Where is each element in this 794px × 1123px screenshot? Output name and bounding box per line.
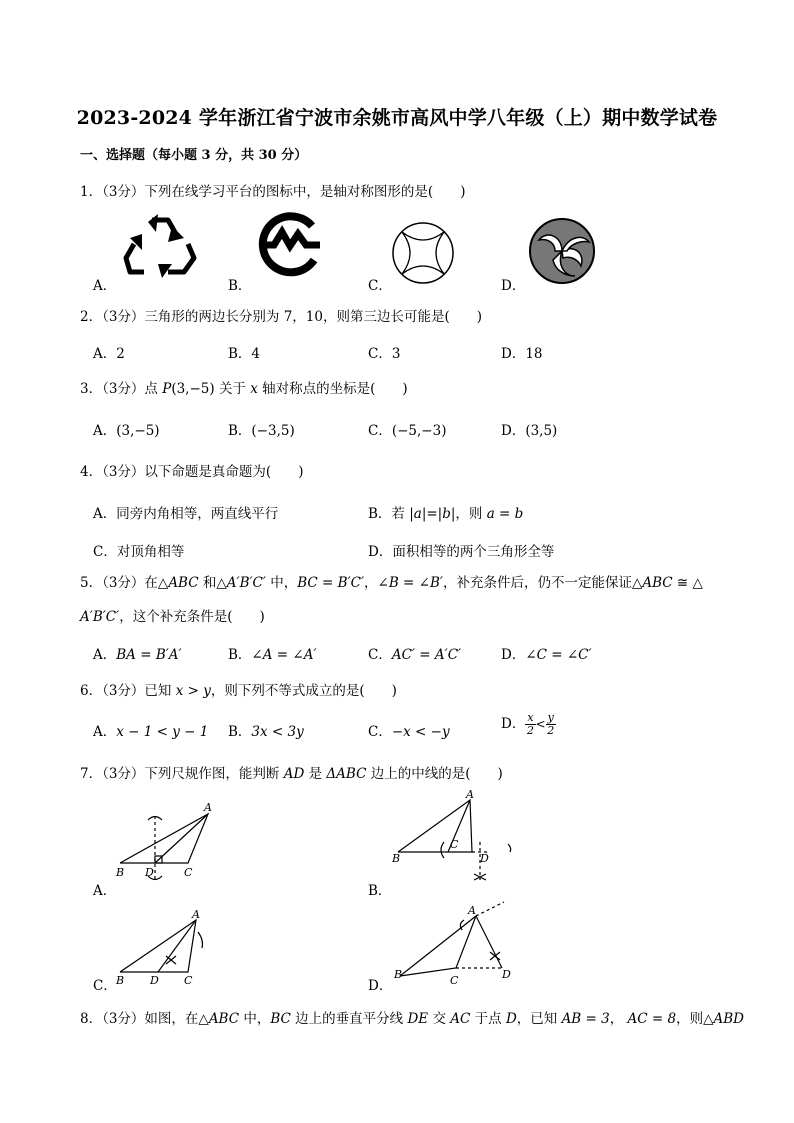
q1-option-a[interactable]: A．	[93, 278, 117, 294]
question-1-stem: 1．（3分）下列在线学习平台的图标中，是轴对称图形的是( )	[80, 184, 466, 200]
circle-cross-icon	[390, 220, 456, 286]
q6-option-b[interactable]: B．3x < 3y	[228, 724, 304, 740]
q2-option-b[interactable]: B．4	[228, 346, 261, 362]
question-5-stem-line2: A′B′C′，这个补充条件是( )	[80, 609, 265, 625]
q7b-label-a: A	[466, 788, 474, 801]
q5-option-c[interactable]: C．AC′ = A′C′	[368, 647, 462, 663]
recycle-icon	[122, 212, 198, 280]
section-heading: 一、选择题（每小题 3 分，共 30 分）	[80, 148, 308, 163]
q7d-label-c: C	[450, 974, 459, 987]
q2-option-a[interactable]: A．2	[93, 346, 125, 362]
q2-option-d[interactable]: D．18	[501, 346, 543, 362]
question-5-stem-line1: 5．（3分）在△ABC 和△A′B′C′ 中，BC = B′C′，∠B = ∠B′，补充条件后，仍不一定能保证△ABC ≅ △	[80, 575, 703, 591]
q5-option-b[interactable]: B．∠A = ∠A′	[228, 647, 317, 663]
question-3-stem: 3．（3分）点 P(3,−5) 关于 x 轴对称点的坐标是( )	[80, 381, 408, 397]
question-4-stem: 4．（3分）以下命题是真命题为( )	[80, 464, 304, 480]
q6-option-d[interactable]: D． $\frac{x}{2}$ < $\frac{y}{2}$	[501, 711, 555, 737]
q1-option-d[interactable]: D．	[501, 278, 526, 294]
q7a-label-b: B	[116, 866, 125, 879]
mountain-logo-icon	[254, 212, 324, 278]
question-7-stem: 7．（3分）下列尺规作图，能判断 AD 是 ΔABC 边上的中线的是( )	[80, 766, 503, 782]
q5-option-d[interactable]: D．∠C = ∠C′	[501, 647, 592, 663]
q7-figure-d	[392, 896, 522, 992]
q7a-label-c: C	[184, 866, 193, 879]
q2-option-c[interactable]: C．3	[368, 346, 401, 362]
question-6-stem: 6．（3分）已知 x > y，则下列不等式成立的是( )	[80, 683, 397, 699]
q7-figure-c	[110, 906, 220, 988]
q4-option-b[interactable]: B．若 |a|=|b|，则 a = b	[368, 506, 524, 522]
q7b-label-b: B	[392, 852, 401, 865]
q7d-label-a: A	[468, 904, 476, 917]
q7d-label-d: D	[502, 968, 511, 981]
q7a-label-a: A	[204, 801, 212, 814]
q7-option-c[interactable]: C．	[93, 978, 117, 994]
q7-figure-b	[388, 788, 518, 888]
q7-option-a[interactable]: A．	[93, 883, 117, 899]
page-title: 2023-2024 学年浙江省宁波市余姚市高风中学八年级（上）期中数学试卷	[76, 107, 718, 129]
q7d-label-b: B	[394, 968, 403, 981]
q3-option-d[interactable]: D．(3,5)	[501, 423, 558, 439]
q7c-label-d: D	[150, 974, 159, 987]
q1-option-b[interactable]: B．	[228, 278, 252, 294]
question-2-stem: 2．（3分）三角形的两边长分别为 7，10，则第三边长可能是( )	[80, 309, 483, 325]
q7-option-d[interactable]: D．	[368, 978, 393, 994]
q7-option-b[interactable]: B．	[368, 883, 392, 899]
q1-option-c[interactable]: C．	[368, 278, 392, 294]
q7-figure-a	[110, 798, 220, 888]
q6-option-a[interactable]: A．x − 1 < y − 1	[93, 724, 209, 740]
q4-option-d[interactable]: D．面积相等的两个三角形全等	[368, 544, 555, 560]
q3-option-c[interactable]: C．(−5,−3)	[368, 423, 447, 439]
q4-option-c[interactable]: C．对顶角相等	[93, 544, 185, 560]
q5-option-a[interactable]: A．BA = B′A′	[93, 647, 182, 663]
q3-option-b[interactable]: B．(−3,5)	[228, 423, 295, 439]
q7c-label-c: C	[184, 974, 193, 987]
question-8-stem: 8．（3分）如图，在△ABC 中，BC 边上的垂直平分线 DE 交 AC 于点 D，已知 AB = 3， AC = 8，则△ABD	[80, 1011, 744, 1027]
q6-option-c[interactable]: C．−x < −y	[368, 724, 450, 740]
q3-option-a[interactable]: A．(3,−5)	[93, 423, 160, 439]
q7b-label-d: D	[480, 852, 489, 865]
q7a-label-d: D	[145, 866, 154, 879]
tomoe-icon	[527, 216, 597, 286]
q7c-label-b: B	[116, 974, 125, 987]
q4-option-a[interactable]: A．同旁内角相等，两直线平行	[93, 506, 279, 522]
q7c-label-a: A	[192, 908, 200, 921]
q7b-label-c: C	[450, 838, 459, 851]
